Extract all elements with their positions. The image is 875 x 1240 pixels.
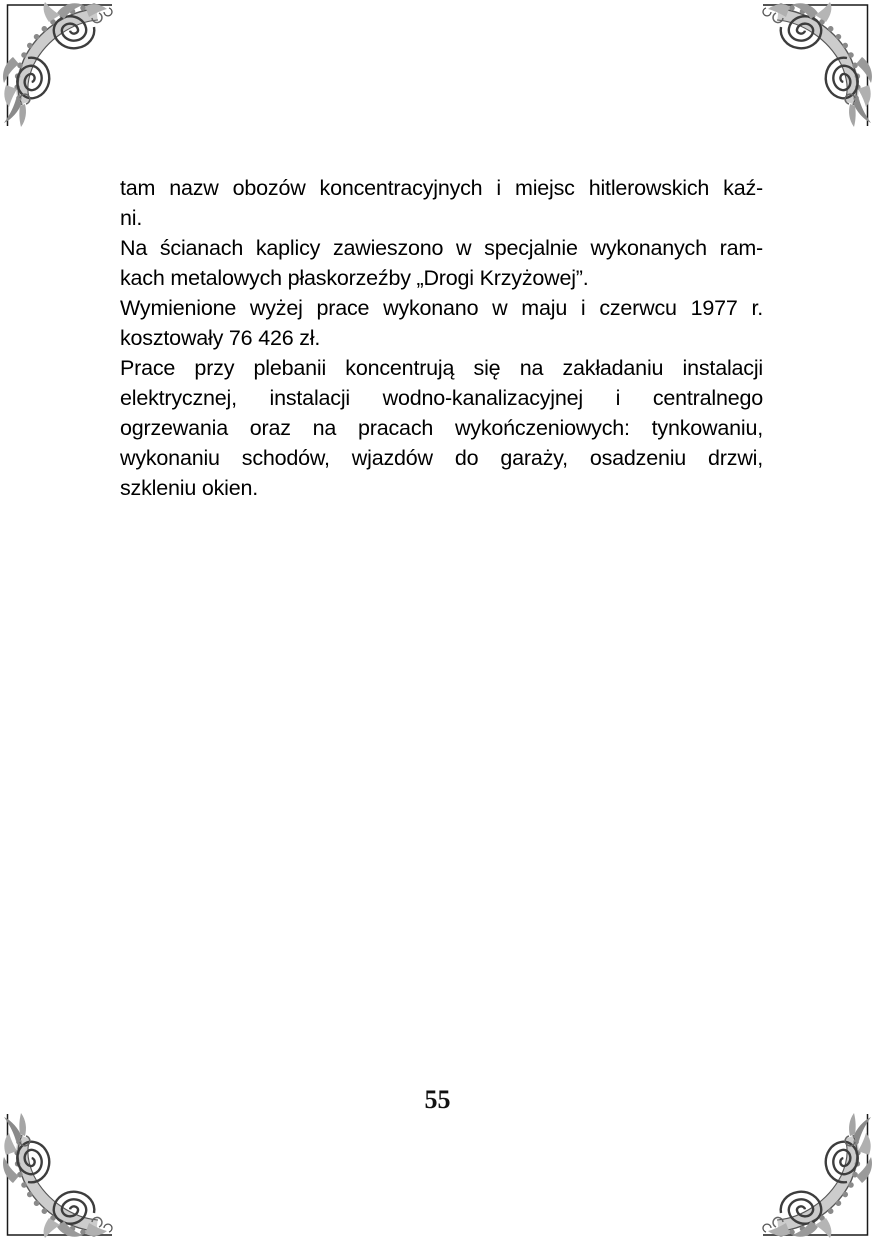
paragraph [120,293,763,353]
paragraph [120,353,763,503]
corner-ornament-top-left-icon [0,0,125,130]
text-line: ni. [120,206,143,230]
text-block [120,173,763,503]
paragraph [120,233,763,293]
corner-ornament-bottom-right-icon [750,1110,875,1240]
text-line: Wymienione wyżej prace wykonano w maju i czerwcu 1977 r. [120,296,763,320]
corner-ornament-bottom-left-icon [0,1110,125,1240]
page-number: 55 [424,1085,451,1114]
text-line: wykonaniu schodów, wjazdów do garaży, osadzeniu drzwi, [120,446,763,470]
text-line: Prace przy plebanii koncentrują się na zakładaniu instalacji [120,356,763,380]
text-line: szkleniu okien. [120,476,259,500]
text-line: ogrzewania oraz na pracach wykończeniowych: tynkowaniu, [120,416,763,440]
corner-ornament-top-right-icon [750,0,875,130]
text-line: kach metalowych płaskorzeźby „Drogi Krzyżowej”. [120,266,589,290]
text-line: tam nazw obozów koncentracyjnych i miejsc hitlerowskich kaź- [120,176,763,200]
text-line: elektrycznej, instalacji wodno-kanalizacyjnej i centralnego [120,386,763,410]
text-line: Na ścianach kaplicy zawieszono w specjalnie wykonanych ram- [120,236,763,260]
text-line: kosztowały 76 426 zł. [120,326,321,350]
paragraph [120,173,763,233]
